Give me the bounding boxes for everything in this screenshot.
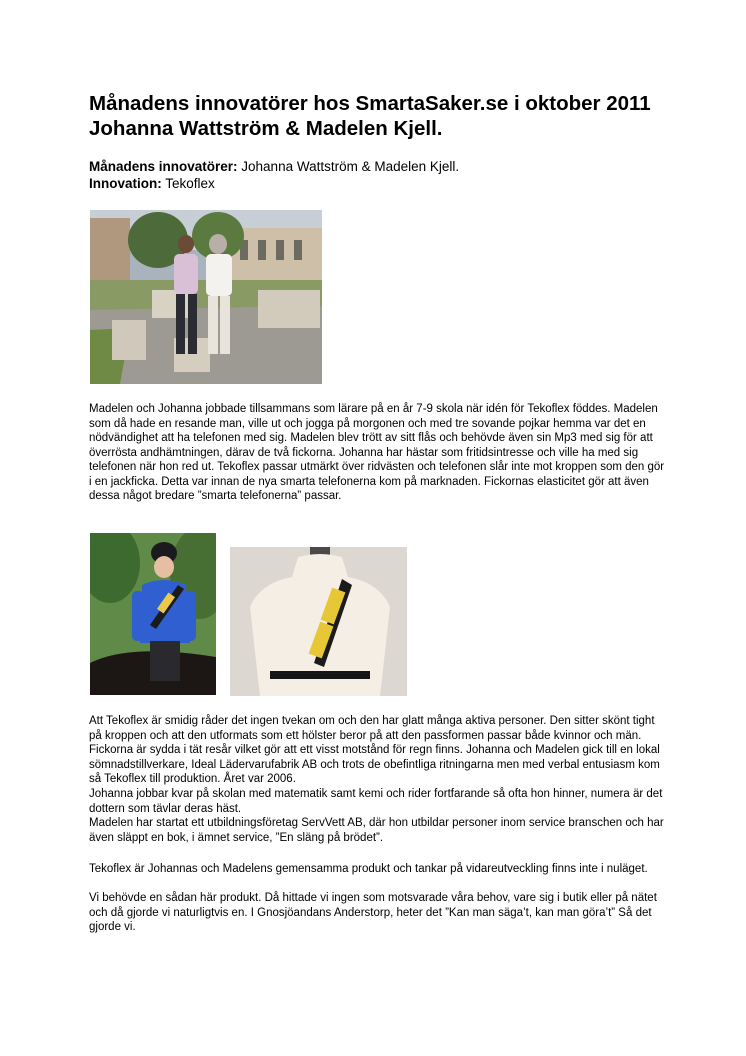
innovators-label: Månadens innovatörer:: [89, 159, 238, 174]
innovation-line: [89, 175, 459, 192]
photo-mannequin: [230, 547, 407, 696]
innovators-value: Johanna Wattström & Madelen Kjell.: [237, 159, 460, 174]
innovators-line: [89, 158, 459, 175]
paragraph-johanna: Johanna jobbar kvar på skolan med matematik samt kemi och rider fortfarande så ofta hon hinner, numera är det dottern som tävlar deras häst.: [89, 788, 663, 815]
paragraph-madelen: Madelen har startat ett utbildningsföretag ServVett AB, där hon utbildar personer inom service branschen och har även släppt en bok, i ämnet service, ”En släng på brödet”.: [89, 817, 664, 844]
paragraph-origin: Madelen och Johanna jobbade tillsammans som lärare på en år 7-9 skola när idén för Tekoflex föddes. Madelen som då hade en resande man, ville ut och jogga på morgonen och med tre sovande pojkar hemma var det en nödvändighet att ha telefonen med sig. Madelen blev trött av sitt flås och behövde även sin Mp3 med sig för att överrösta andhämtningen, därav de två fickorna. Johanna har hästar som fritidsintresse och ville ha med sig telefonen när hon red ut. Tekoflex passar utmärkt över ridvästen och telefonen slår inte mot kroppen som den gör i en jackficka. Detta var innan de nya smarta telefonerna kom på marknaden. Fickornas elasticitet gör att även dessa något bredare ”smarta telefonerna” passar.: [89, 403, 665, 502]
paragraph-product: Att Tekoflex är smidig råder det ingen tvekan om och den har glatt många aktiva personer. Den sitter skönt tight på kroppen och att den utformats som ett hölster beror på att den passformen passar både kvinnor och män. Fickorna är sydda i tät resår vilket gör att ett visst motstånd för regn finns. Johanna och Madelen gick till en lokal sömnadstillverkare, Ideal Lädervarufabrik AB och trots de obefintliga ritningarna men med verbal entusiasm kom så Tekoflex till produktion. Året var 2006.: [89, 715, 660, 785]
paragraph-quote: Vi behövde en sådan här produkt. Då hittade vi ingen som motsvarade våra behov, vare sig i butik eller på nätet och då gjorde vi naturligtvis en. I Gnosjöandans Anderstorp, heter det ”Kan man säga’t, kan man göra’t” Så det gjorde vi.: [89, 892, 657, 933]
innovation-value: Tekoflex: [161, 176, 215, 191]
paragraph-future: Tekoflex är Johannas och Madelens gemensamma produkt och tankar på vidareutveckling finns inte i nuläget.: [89, 863, 648, 875]
innovator-info: [89, 158, 459, 192]
photo-innovators: [90, 210, 322, 384]
innovation-label: Innovation:: [89, 176, 162, 191]
page-title: Månadens innovatörer hos SmartaSaker.se i oktober 2011 Johanna Wattström & Madelen Kjell.: [89, 92, 651, 140]
photo-rider: [90, 533, 216, 695]
